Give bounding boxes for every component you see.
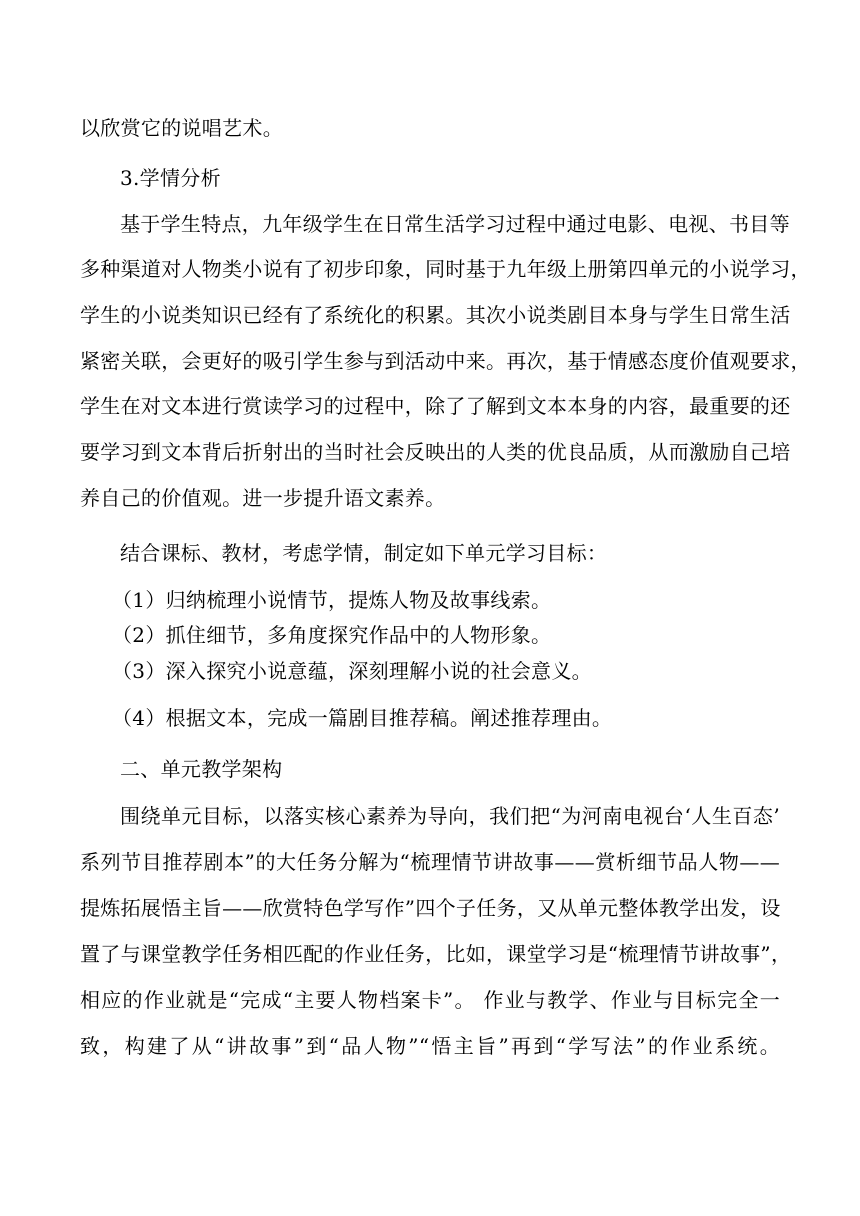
goals-intro-text: 结合课标、教材，考虑学情，制定如下单元学习目标： <box>120 541 608 565</box>
analysis-line-7: 养自己的价值观。进一步提升语文素养。 <box>80 486 446 510</box>
analysis-line-2: 多种渠道对人物类小说有了初步印象，同时基于九年级上册第四单元的小说学习， <box>80 257 811 281</box>
structure-line-6: 致，构建了从“讲故事”到“品人物”“悟主旨”再到“学写法”的作业系统。 <box>80 1034 780 1058</box>
analysis-line-6: 要学习到文本背后折射出的当时社会反映出的人类的优良品质，从而激励自己培 <box>80 440 791 464</box>
structure-line-5: 相应的作业就是“完成“主要人物档案卡”。 作业与教学、作业与目标完全一 <box>80 988 780 1012</box>
structure-line-4: 置了与课堂教学任务相匹配的作业任务，比如，课堂学习是“梳理情节讲故事”， <box>80 942 792 966</box>
structure-line-2: 系列节目推荐剧本”的大任务分解为“梳理情节讲故事——赏析细节品人物—— <box>80 850 780 874</box>
analysis-line-5: 学生在对文本进行赏读学习的过程中，除了了解到文本本身的内容，最重要的还 <box>80 394 791 418</box>
analysis-line-4: 紧密关联，会更好的吸引学生参与到活动中来。再次，基于情感态度价值观要求， <box>80 349 811 373</box>
analysis-line-3: 学生的小说类知识已经有了系统化的积累。其次小说类剧目本身与学生日常生活 <box>80 303 791 327</box>
section-heading-unit-structure: 二、单元教学架构 <box>120 757 283 781</box>
analysis-line-1: 基于学生特点，九年级学生在日常生活学习过程中通过电影、电视、书目等 <box>120 212 790 236</box>
structure-line-3: 提炼拓展悟主旨——欣赏特色学写作”四个子任务，又从单元整体教学出发，设 <box>80 896 781 920</box>
goal-item-2: （2）抓住细节，多角度探究作品中的人物形象。 <box>112 623 552 647</box>
goal-item-4: （4）根据文本，完成一篇剧目推荐稿。阐述推荐理由。 <box>112 706 613 730</box>
structure-line-1: 围绕单元目标，以落实核心素养为导向，我们把“为河南电视台‘人生百态’ <box>120 804 780 828</box>
goal-item-3: （3）深入探究小说意蕴，深刻理解小说的社会意义。 <box>112 659 592 683</box>
goal-item-1: （1）归纳梳理小说情节，提炼人物及故事线索。 <box>112 588 552 612</box>
intro-tail-text: 以欣赏它的说唱艺术。 <box>80 116 283 140</box>
section-heading-learning-analysis: 3.学情分析 <box>120 166 221 190</box>
